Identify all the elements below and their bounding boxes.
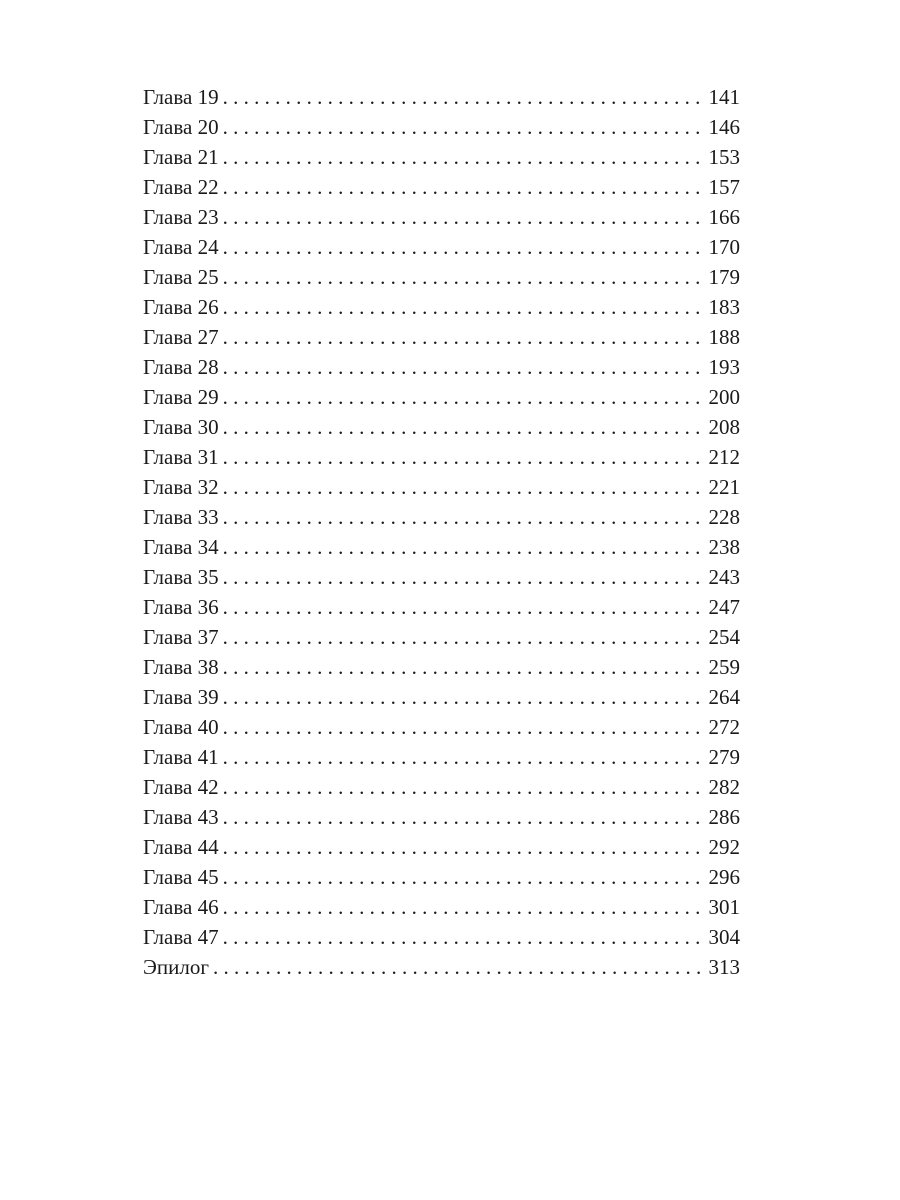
toc-entry-page-number: 208 xyxy=(708,415,740,439)
toc-entry xyxy=(143,502,740,532)
toc-dot-leader xyxy=(223,592,705,622)
toc-entry-title: Глава 35 xyxy=(143,565,219,589)
toc-entry xyxy=(143,112,740,142)
toc-dot-leader xyxy=(223,412,705,442)
toc-entry xyxy=(143,352,740,382)
toc-entry xyxy=(143,292,740,322)
toc-dot-leader xyxy=(223,292,705,322)
toc-entry-page-number: 272 xyxy=(708,715,740,739)
toc-entry-page-number: 301 xyxy=(708,895,740,919)
toc-entry-page-number: 193 xyxy=(708,355,740,379)
toc-entry xyxy=(143,832,740,862)
toc-entry-title: Глава 31 xyxy=(143,445,219,469)
toc-dot-leader xyxy=(223,622,705,652)
toc-entry-title: Глава 39 xyxy=(143,685,219,709)
toc-dot-leader xyxy=(223,562,705,592)
toc-entry-page-number: 153 xyxy=(708,145,740,169)
toc-entry-page-number: 212 xyxy=(708,445,740,469)
toc-entry-page-number: 264 xyxy=(708,685,740,709)
toc-dot-leader xyxy=(223,802,705,832)
toc-entry-title: Глава 43 xyxy=(143,805,219,829)
toc-entry xyxy=(143,82,740,112)
toc-entry xyxy=(143,532,740,562)
toc-dot-leader xyxy=(223,472,705,502)
toc-dot-leader xyxy=(223,172,705,202)
toc-entry-title: Эпилог xyxy=(143,955,209,979)
toc-entry xyxy=(143,202,740,232)
toc-entry-title: Глава 27 xyxy=(143,325,219,349)
toc-entry xyxy=(143,262,740,292)
toc-entry-page-number: 243 xyxy=(708,565,740,589)
toc-dot-leader xyxy=(223,202,705,232)
toc-entry-page-number: 259 xyxy=(708,655,740,679)
toc-entry-title: Глава 34 xyxy=(143,535,219,559)
toc-dot-leader xyxy=(223,352,705,382)
toc-entry-title: Глава 30 xyxy=(143,415,219,439)
toc-dot-leader xyxy=(223,712,705,742)
toc-dot-leader xyxy=(223,322,705,352)
toc-entry-page-number: 286 xyxy=(708,805,740,829)
toc-entry xyxy=(143,862,740,892)
toc-entry-title: Глава 47 xyxy=(143,925,219,949)
toc-entry-title: Глава 32 xyxy=(143,475,219,499)
toc-entry xyxy=(143,922,740,952)
toc-entry-title: Глава 29 xyxy=(143,385,219,409)
toc-entry xyxy=(143,682,740,712)
toc-dot-leader xyxy=(223,232,705,262)
toc-dot-leader xyxy=(213,952,705,982)
toc-entry xyxy=(143,622,740,652)
toc-entry xyxy=(143,712,740,742)
toc-dot-leader xyxy=(223,502,705,532)
toc-entry-title: Глава 19 xyxy=(143,85,219,109)
toc-entry-page-number: 228 xyxy=(708,505,740,529)
toc-entry-title: Глава 41 xyxy=(143,745,219,769)
toc-dot-leader xyxy=(223,832,705,862)
toc-dot-leader xyxy=(223,532,705,562)
toc-entry-title: Глава 46 xyxy=(143,895,219,919)
toc-entry xyxy=(143,322,740,352)
toc-entry-title: Глава 23 xyxy=(143,205,219,229)
toc-entry xyxy=(143,952,740,982)
toc-entry-page-number: 166 xyxy=(708,205,740,229)
toc-entry-page-number: 313 xyxy=(708,955,740,979)
toc-entry xyxy=(143,442,740,472)
toc-dot-leader xyxy=(223,892,705,922)
toc-entry xyxy=(143,892,740,922)
toc-entry-page-number: 157 xyxy=(708,175,740,199)
toc-entry-page-number: 254 xyxy=(708,625,740,649)
toc-entry xyxy=(143,562,740,592)
toc-entry xyxy=(143,232,740,262)
toc-entry-title: Глава 45 xyxy=(143,865,219,889)
toc-entry-title: Глава 22 xyxy=(143,175,219,199)
toc-entry-page-number: 188 xyxy=(708,325,740,349)
toc-entry-page-number: 292 xyxy=(708,835,740,859)
toc-entry-page-number: 238 xyxy=(708,535,740,559)
toc-entry xyxy=(143,172,740,202)
toc-entry-title: Глава 38 xyxy=(143,655,219,679)
toc-dot-leader xyxy=(223,262,705,292)
toc-entry-title: Глава 26 xyxy=(143,295,219,319)
toc-entry-page-number: 183 xyxy=(708,295,740,319)
toc-entry-page-number: 279 xyxy=(708,745,740,769)
toc-entry xyxy=(143,472,740,502)
toc-dot-leader xyxy=(223,922,705,952)
toc-entry xyxy=(143,652,740,682)
toc-entry xyxy=(143,142,740,172)
toc-entry xyxy=(143,412,740,442)
toc-dot-leader xyxy=(223,142,705,172)
toc-dot-leader xyxy=(223,442,705,472)
toc-entry xyxy=(143,772,740,802)
toc-dot-leader xyxy=(223,382,705,412)
toc-entry xyxy=(143,382,740,412)
toc-dot-leader xyxy=(223,682,705,712)
toc-dot-leader xyxy=(223,862,705,892)
toc-entry xyxy=(143,592,740,622)
toc-entry-page-number: 141 xyxy=(708,85,740,109)
toc-entry-title: Глава 36 xyxy=(143,595,219,619)
toc-entry-page-number: 282 xyxy=(708,775,740,799)
toc-entry-title: Глава 37 xyxy=(143,625,219,649)
toc-entry-page-number: 179 xyxy=(708,265,740,289)
toc-dot-leader xyxy=(223,82,705,112)
toc-entry-title: Глава 42 xyxy=(143,775,219,799)
toc-entry-title: Глава 40 xyxy=(143,715,219,739)
toc-entry xyxy=(143,742,740,772)
table-of-contents xyxy=(143,82,740,982)
toc-entry-title: Глава 28 xyxy=(143,355,219,379)
toc-entry-page-number: 146 xyxy=(708,115,740,139)
toc-entry-page-number: 221 xyxy=(708,475,740,499)
toc-entry-title: Глава 33 xyxy=(143,505,219,529)
toc-entry-title: Глава 24 xyxy=(143,235,219,259)
toc-entry-title: Глава 21 xyxy=(143,145,219,169)
toc-entry xyxy=(143,802,740,832)
toc-entry-page-number: 200 xyxy=(708,385,740,409)
toc-dot-leader xyxy=(223,112,705,142)
toc-entry-title: Глава 20 xyxy=(143,115,219,139)
toc-dot-leader xyxy=(223,772,705,802)
toc-entry-page-number: 296 xyxy=(708,865,740,889)
toc-dot-leader xyxy=(223,652,705,682)
toc-dot-leader xyxy=(223,742,705,772)
toc-entry-page-number: 247 xyxy=(708,595,740,619)
toc-entry-page-number: 170 xyxy=(708,235,740,259)
toc-entry-title: Глава 25 xyxy=(143,265,219,289)
toc-entry-title: Глава 44 xyxy=(143,835,219,859)
toc-entry-page-number: 304 xyxy=(708,925,740,949)
